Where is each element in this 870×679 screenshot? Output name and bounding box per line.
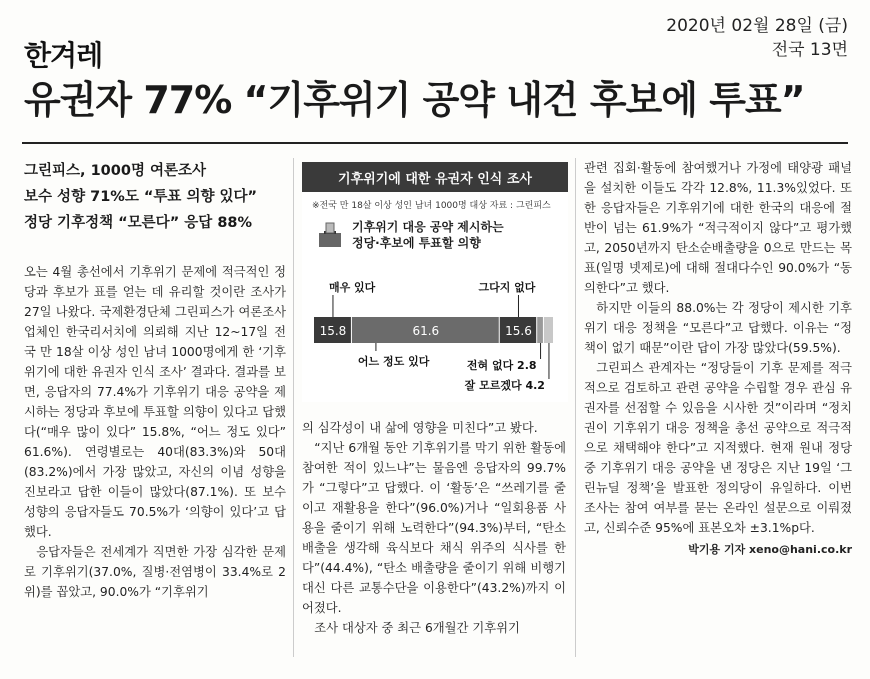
chart-question-line-1: 기후위기 대응 공약 제시하는 (352, 220, 504, 234)
ballot-box-icon (316, 221, 344, 249)
chart-source: ※전국 만 18살 이상 성인 남녀 1000명 대상 자료 : 그린피스 (312, 201, 551, 211)
paragraph: “지난 6개월 동안 기후위기를 막기 위한 활동에 참여한 적이 있느냐”는 물음엔 응답자의 99.7%가 “그렇다”고 답했다. 이 ‘활동’은 “쓰레기를 줄이고 재활용을 한다”(96.0%)거나 “일회용품 사용을 줄이기 위해 노력한다”(94.3%)부터, “탄소 배출을 생각해 육식보다 채식 위주의 식사를 한다”(44.4%), “탄소 배출량을 줄이기 위해 비행기 대신 다른 교통수단을 이용한다”(43.2%)까지 이어졌다. (302, 441, 566, 615)
paragraph: 오는 4월 총선에서 기후위기 문제에 적극적인 정당과 후보가 표를 얻는 데 유리할 것이란 조사가 27일 나왔다. 국제환경단체 그린피스가 여론조사업체인 한국리서치에 의뢰해 지난 12~17일 전국 만 18살 이상 성인 남녀 1000명에게 한 ‘기후위기에 대한 유권자 인식 조사’ 결과다. 결과를 보면, 응답자의 77.4%가 기후위기 대응 공약을 제시하는 정당과 후보에 투표할 의향이 있다고 답했다(“매우 많이 있다” 15.8%, “어느 정도 있다” 61.6%). 연령별로는 40대(83.3%)와 50대(83.2%)에서 가장 많았고, 자신의 이념 성향을 진보라고 답한 이들이 많았다(87.1%). 또 보수 성향의 응답자들도 70.5%가 ‘의향이 있다’고 답했다. (24, 265, 286, 539)
subhead-2: 보수 성향 71%도 “투표 의향 있다” (24, 189, 258, 205)
bar-value-0: 15.8 (319, 324, 347, 338)
subhead-1: 그린피스, 1000명 여론조사 (24, 163, 207, 179)
column-divider-2 (575, 158, 576, 657)
bar-value-1: 61.6 (412, 324, 440, 338)
headline: 유권자 77% “기후위기 공약 내건 후보에 투표” (24, 78, 805, 122)
chart-question (302, 211, 568, 251)
subheads (24, 158, 284, 236)
edition-page: 전국 13면 (771, 40, 848, 60)
paragraph: 하지만 이들의 88.0%는 각 정당이 제시한 기후위기 대응 정책을 “모른다”고 답했다. 이유는 “정책이 없기 때문”이란 답이 가장 많았다(59.5%). (584, 301, 852, 355)
article-column-2 (302, 418, 566, 638)
article-column-1 (24, 262, 286, 602)
chart-question-line-2: 정당·후보에 투표할 의향 (352, 236, 481, 250)
bar-label-1: 어느 정도 있다 (357, 355, 430, 368)
bar-label-3: 전혀 없다 2.8 (466, 359, 537, 372)
paragraph: 응답자들은 전세계가 직면한 가장 심각한 문제로 기후위기(37.0%, 질병·전염병이 33.4%로 2위)를 꼽았고, 90.0%가 “기후위기 (24, 545, 286, 599)
bar-label-4: 잘 모르겠다 4.2 (464, 379, 545, 392)
bar-segment-4 (544, 317, 553, 343)
byline: 박기용 기자 xeno@hani.co.kr (688, 543, 852, 556)
bar-label-0: 매우 있다 (328, 281, 376, 294)
dateline (666, 14, 848, 62)
column-divider-1 (293, 158, 294, 657)
stacked-bar-chart (302, 261, 568, 401)
paragraph: 조사 대상자 중 최근 6개월간 기후위기 (314, 621, 520, 635)
headline-rule (22, 142, 848, 144)
chart-title: 기후위기에 대한 유권자 인식 조사 (302, 162, 568, 192)
survey-chart (302, 162, 568, 402)
paragraph: 관련 집회·활동에 참여했거나 가정에 태양광 패널을 설치한 이들도 각각 12.8%, 11.3%있었다. 또한 응답자들은 기후위기에 대한 한국의 대응에 절반이 넘는 61.9%가 “적극적이지 않다”고 평가했고, 2050년까지 탄소순배출량을 0으로 만드는 목표(일명 넷제로)에 대해 절대다수인 90.0%가 “동의한다”고 했다. (584, 161, 852, 295)
paragraph: 그린피스 관계자는 “정당들이 기후 문제를 적극적으로 검토하고 관련 공약을 수립할 경우 관심 유권자를 선점할 수 있음을 시사한 것”이라며 “정치권이 기후위기 대응 정책을 총선 공약으로 적극적으로 채택해야 한다”고 지적했다. 현재 원내 정당 중 기후위기 대응 공약을 낸 정당은 지난 19일 ‘그린뉴딜 정책’을 발표한 정의당이 유일하다. 이번 조사는 참여 여부를 묻는 온라인 설문으로 이뤄졌고, 신뢰수준 95%에 표본오차 ±3.1%p다. (584, 361, 852, 535)
article-column-3 (584, 158, 852, 560)
paragraph: 의 심각성이 내 삶에 영향을 미친다”고 봤다. (302, 421, 538, 435)
issue-date: 2020년 02월 28일 (금) (666, 16, 848, 36)
bar-label-2: 그다지 없다 (478, 281, 536, 294)
bar-value-2: 15.6 (505, 324, 532, 338)
masthead-logo: 한겨레 (24, 39, 103, 72)
bar-segment-3 (537, 317, 543, 343)
subhead-3: 정당 기후정책 “모른다” 응답 88% (24, 215, 253, 231)
